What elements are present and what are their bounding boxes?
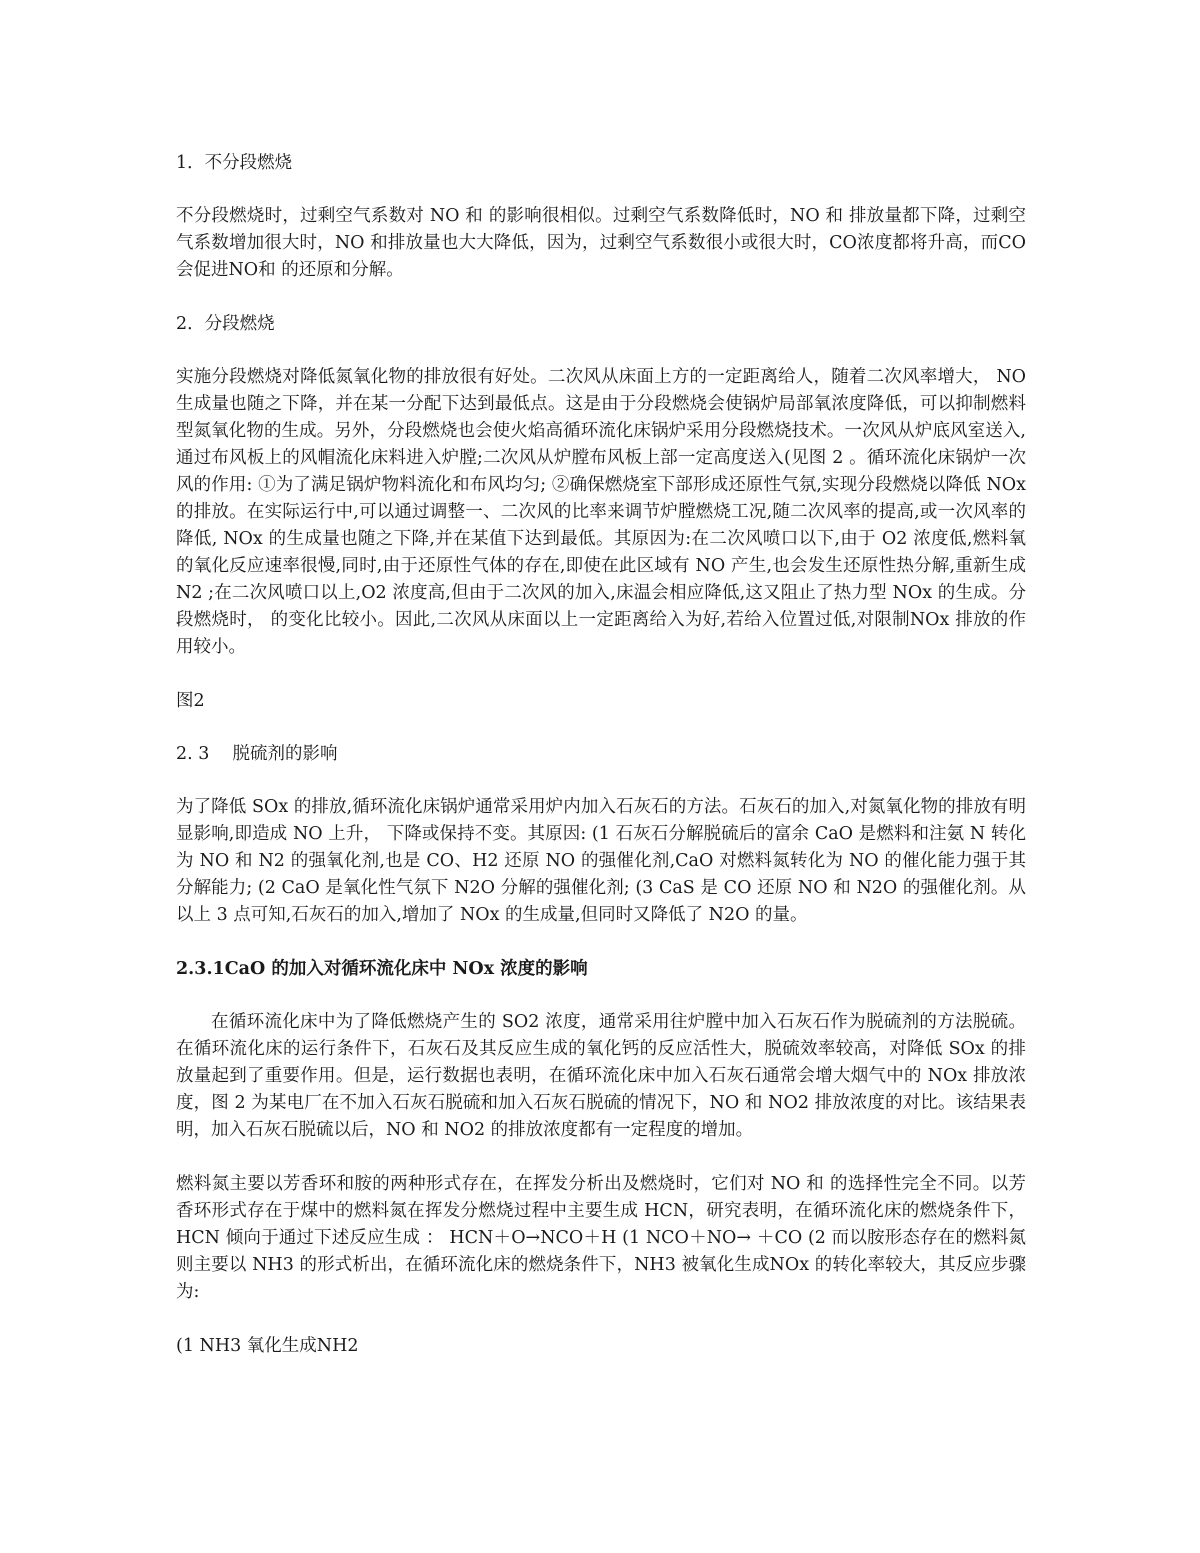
paragraph-cao-effect: 在循环流化床中为了降低燃烧产生的 SO2 浓度，通常采用往炉膛中加入石灰石作为脱硫剂的方法脱硫。在循环流化床的运行条件下，石灰石及其反应生成的氧化钙的反应活性大，脱硫效率较高，对降低 SOx 的排放量起到了重要作用。但是，运行数据也表明，在循环流化床中加入石灰石通常会增大烟气中的 NOx 排放浓度，图 2 为某电厂在不加入石灰石脱硫和加入石灰石脱硫的情况下，NO 和 NO2 排放浓度的对比。该结果表明，加入石灰石脱硫以后，NO 和 NO2 的排放浓度都有一定程度的增加。 [176, 1012, 1026, 1140]
figure-label: 图2 [176, 691, 205, 711]
section-heading-unstaged-combustion: 1．不分段燃烧 [176, 153, 293, 173]
subsection-heading-cao: 2.3.1CaO 的加入对循环流化床中 NOx 浓度的影响 [176, 959, 588, 979]
section-heading-staged-combustion: 2．分段燃烧 [176, 314, 275, 334]
paragraph-desulfurizer: 为了降低 SOx 的排放,循环流化床锅炉通常采用炉内加入石灰石的方法。石灰石的加入,对氮氧化物的排放有明显影响,即造成 NO 上升， 下降或保持不变。其原因: (1 石灰石分解脱硫后的富余 CaO 是燃料和注氨 N 转化为 NO 和 N2 的强氧化剂,也是 CO、H2 还原 NO 的强催化剂,CaO 对燃料氮转化为 NO 的催化能力强于其分解能力; (2 CaO 是氧化性气氛下 N2O 分解的强催化剂; (3 CaS 是 CO 还原 NO 和 N2O 的强催化剂。从以上 3 点可知,石灰石的加入,增加了 NOx 的生成量,但同时又降低了 N2O 的量。 [176, 797, 1026, 925]
paragraph-staged-combustion: 实施分段燃烧对降低氮氧化物的排放很有好处。二次风从床面上方的一定距离给人，随着二次风率增大， NO 生成量也随之下降，并在某一分配下达到最低点。这是由于分段燃烧会使锅炉局部氧浓度降低，可以抑制燃料型氮氧化物的生成。另外，分段燃烧也会使火焰高循环流化床锅炉采用分段燃烧技术。一次风从炉底风室送入,通过布风板上的风帽流化床料进入炉膛;二次风从炉膛布风板上部一定高度送入(见图 2 。循环流化床锅炉一次风的作用: ①为了满足锅炉物料流化和布风均匀; ②确保燃烧室下部形成还原性气氛,实现分段燃烧以降低 NOx 的排放。在实际运行中,可以通过调整一、二次风的比率来调节炉膛燃烧工况,随二次风率的提高,或一次风率的降低, NOx 的生成量也随之下降,并在某值下达到最低。其原因为:在二次风喷口以下,由于 O2 浓度低,燃料氧的氧化反应速率很慢,同时,由于还原性气体的存在,即使在此区域有 NO 产生,也会发生还原性热分解,重新生成 N2 ;在二次风喷口以上,O2 浓度高,但由于二次风的加入,床温会相应降低,这又阻止了热力型 NOx 的生成。分段燃烧时， 的变化比较小。因此,二次风从床面以上一定距离给入为好,若给入位置过低,对限制NOx 排放的作用较小。 [176, 367, 1026, 657]
paragraph-fuel-nitrogen: 燃料氮主要以芳香环和胺的两种形式存在，在挥发分析出及燃烧时，它们对 NO 和 的选择性完全不同。以芳香环形式存在于煤中的燃料氮在挥发分燃烧过程中主要生成 HCN，研究表明，在循环流化床的燃烧条件下， HCN 倾向于通过下述反应生成 ： HCN＋O→NCO＋H (1 NCO＋NO→ ＋CO (2 而以胺形态存在的燃料氮则主要以 NH3 的形式析出，在循环流化床的燃烧条件下，NH3 被氧化生成NOx 的转化率较大，其反应步骤为: [176, 1174, 1026, 1302]
section-heading-desulfurizer: 2. 3 脱硫剂的影响 [176, 744, 338, 764]
document-page [176, 150, 1026, 1386]
paragraph-unstaged-combustion: 不分段燃烧时，过剩空气系数对 NO 和 的影响很相似。过剩空气系数降低时，NO 和 排放量都下降，过剩空气系数增加很大时，NO 和排放量也大大降低，因为，过剩空气系数很小或很大时，CO浓度都将升高，而CO会促进NO和 的还原和分解。 [176, 206, 1026, 280]
reaction-step-1: (1 NH3 氧化生成NH2 [176, 1336, 359, 1356]
